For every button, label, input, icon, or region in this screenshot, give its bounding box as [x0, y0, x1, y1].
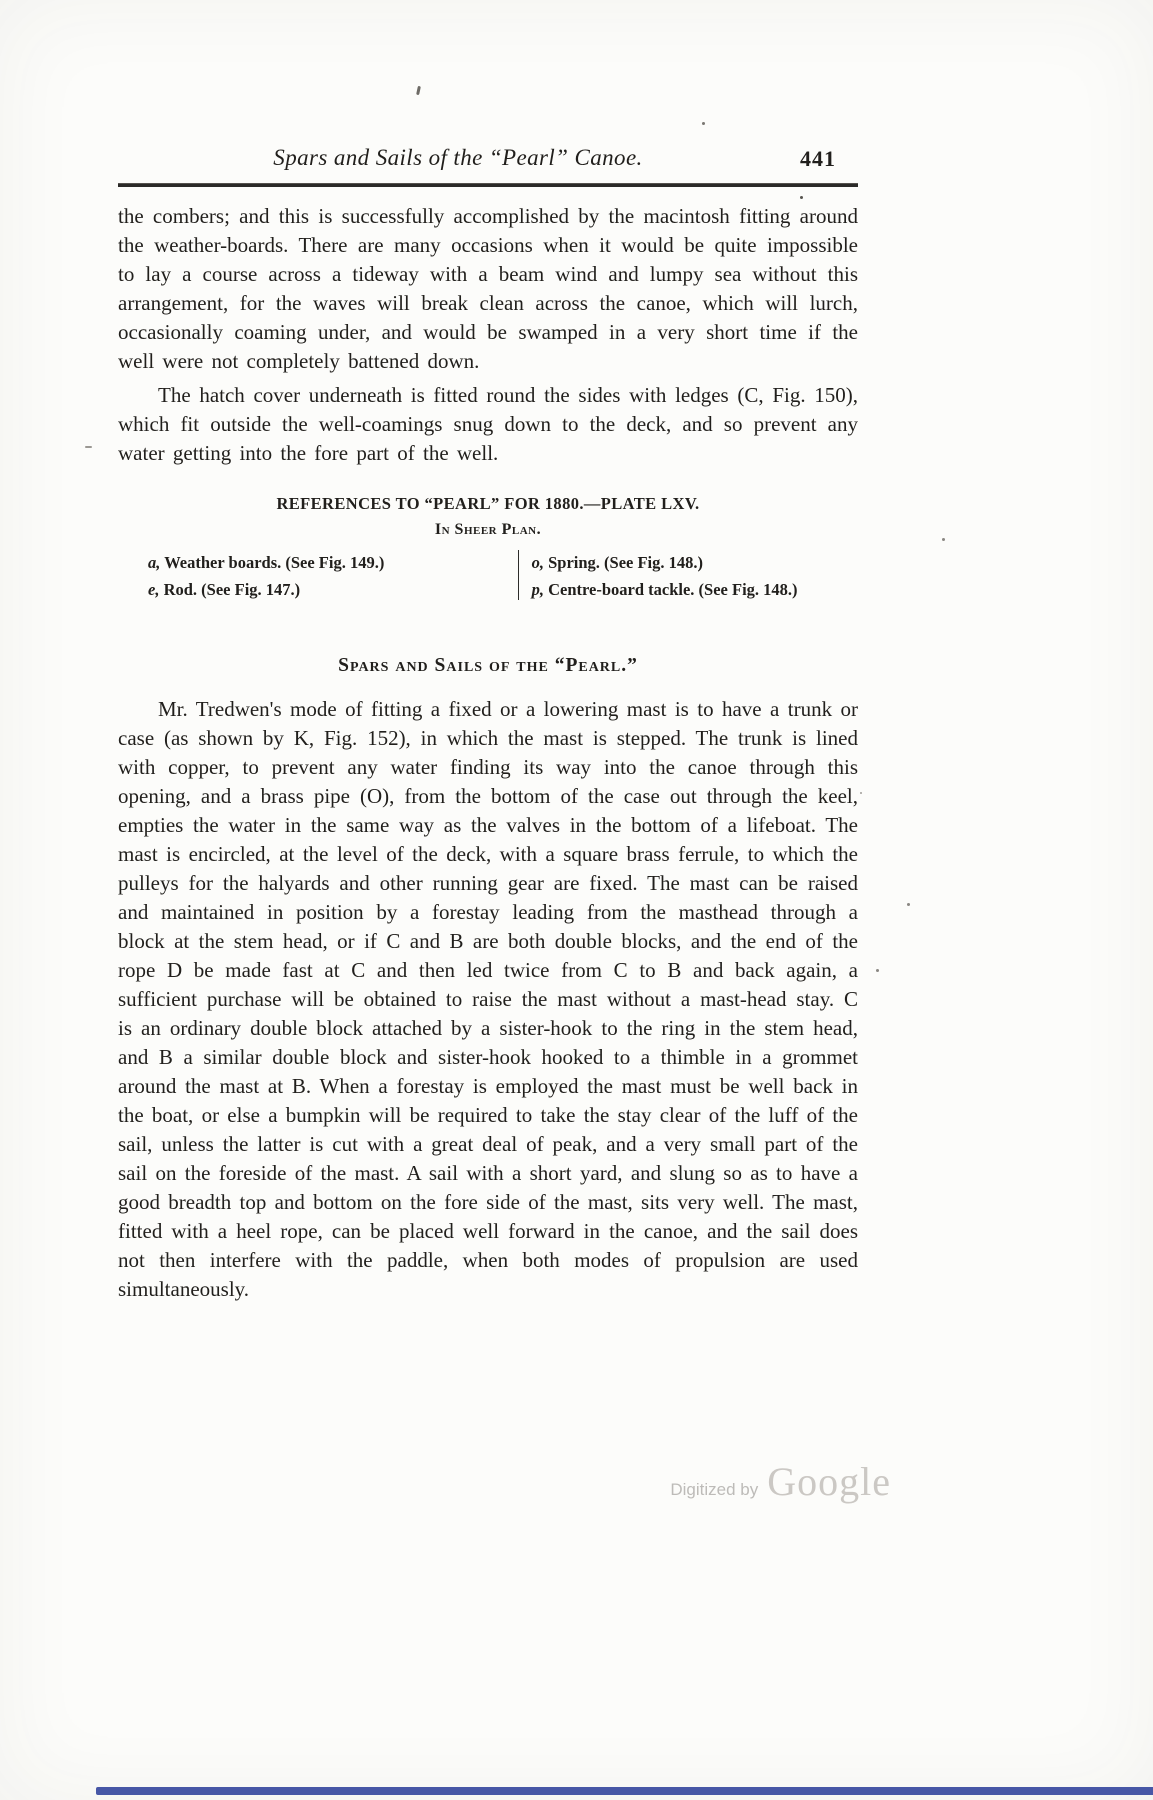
reference-text: Centre-board tackle. (See Fig. 148.): [548, 580, 798, 599]
references-table: [118, 549, 858, 603]
digitization-watermark: [670, 1458, 891, 1505]
paragraph-hatch-cover: The hatch cover underneath is fitted round the sides with ledges (C, Fig. 150), which fit outside the well-coamings snug down to the deck, and so prevent any water getting into the fore part of the well.: [118, 383, 858, 465]
reference-text: Weather boards. (See Fig. 149.): [164, 553, 385, 572]
scan-speck: [416, 86, 421, 95]
running-title: Spars and Sails of the “Pearl” Canoe.: [273, 145, 643, 170]
references-heading: REFERENCES TO “PEARL” FOR 1880.—PLATE LXV.: [276, 494, 700, 513]
reference-text: Rod. (See Fig. 147.): [163, 580, 301, 599]
paragraph-spars-and-sails: Mr. Tredwen's mode of fitting a fixed or a lowering mast is to have a trunk or case (as shown by K, Fig. 152), in which the mast is stepped. The trunk is lined with copper, to prevent any water finding its way into the canoe through this opening, and a brass pipe (O), from the bottom of the case out through the keel, empties the water in the same way as the valves in the bottom of a lifeboat. The mast is encircled, at the level of the deck, with a square brass ferrule, to which the pulleys for the halyards and other running gear are fixed. The mast can be raised and maintained in position by a forestay leading from the masthead through a block at the stem head, or if C and B are both double blocks, and the end of the rope D be made fast at C and then led twice from C to B and back again, a sufficient purchase will be obtained to raise the mast without a mast-head stay. C is an ordinary double block attached by a sister-hook to the ring in the stem head, and B a similar double block and sister-hook hooked to a thimble in a grommet around the mast at B. When a forestay is employed the mast must be well back in the boat, or else a bumpkin will be required to take the stay clear of the luff of the sail, unless the latter is cut with a great deal of peak, and a very small part of the sail on the foreside of the mast. A sail with a short yard, and slung so as to have a good breadth top and bottom on the fore side of the mast, sits very well. The mast, fitted with a heel rope, can be placed well forward in the canoe, and the sail does not then interfere with the paddle, when both modes of propulsion are used simultaneously.: [118, 697, 858, 1301]
header-rule: [118, 183, 858, 187]
google-logo: Google: [767, 1459, 891, 1504]
page-header: [118, 145, 858, 179]
reference-key: e,: [148, 580, 160, 599]
reference-item: [532, 549, 858, 576]
scan-speck: [702, 122, 705, 125]
scan-speck: [876, 969, 879, 972]
reference-item: [148, 549, 518, 576]
reference-key: p,: [531, 580, 544, 599]
scan-artifact-line: [96, 1787, 1153, 1795]
references-right-column: [518, 549, 858, 603]
reference-key: o,: [531, 553, 544, 572]
references-left-column: [118, 549, 518, 603]
references-subheading: In Sheer Plan.: [434, 521, 542, 538]
scan-speck: [800, 196, 803, 199]
page-number: 441: [800, 146, 836, 171]
references-block: [118, 494, 858, 603]
scan-speck: [942, 538, 945, 541]
digitized-by-label: Digitized by: [670, 1480, 759, 1499]
column-divider-rule: [518, 550, 520, 600]
reference-item: [148, 576, 518, 603]
text-column: [118, 145, 858, 1309]
section-heading: Spars and Sails of the “Pearl.”: [338, 655, 638, 676]
paragraph-combers: the combers; and this is successfully accomplished by the macintosh fitting around the weather-boards. There are many occasions when it would be quite impossible to lay a course across a tideway with a beam wind and lumpy sea without this arrangement, for the waves will break clean across the canoe, which will lurch, occasionally coaming under, and would be swamped in a very short time if the well were not completely battened down.: [118, 204, 858, 373]
scan-speck: [860, 792, 862, 794]
scan-speck: [907, 903, 910, 906]
reference-item: [532, 576, 858, 603]
reference-text: Spring. (See Fig. 148.): [548, 553, 704, 572]
scan-speck: [85, 446, 92, 448]
reference-key: a,: [148, 553, 161, 572]
